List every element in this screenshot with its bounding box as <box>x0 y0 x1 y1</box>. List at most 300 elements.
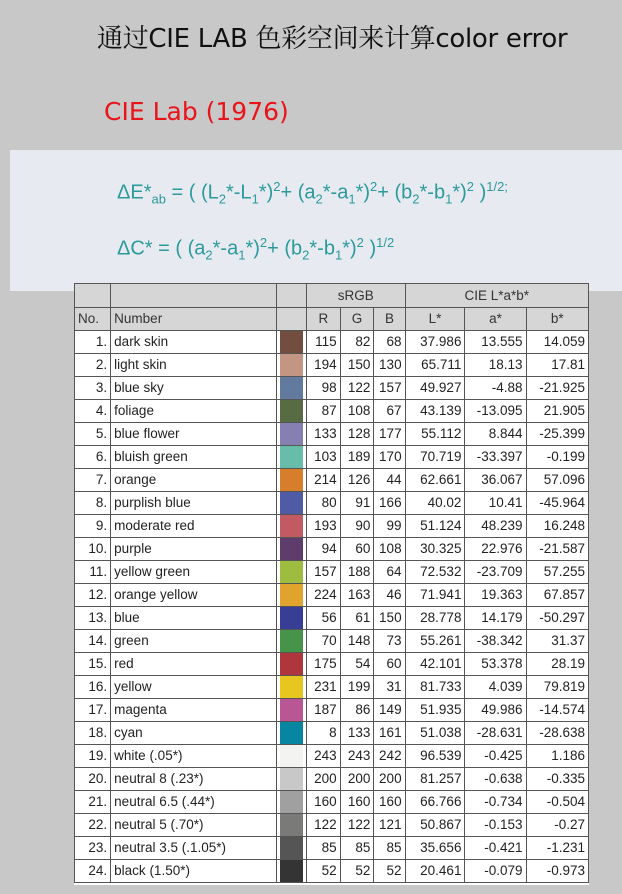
table-row <box>75 377 589 400</box>
lab-l: 42.101 <box>405 653 465 676</box>
row-number: 12. <box>75 584 111 607</box>
fc-t2: *) <box>245 237 260 260</box>
color-swatch <box>280 653 303 675</box>
lab-a: 13.555 <box>465 331 526 354</box>
table-row <box>75 446 589 469</box>
lab-l: 70.719 <box>405 446 465 469</box>
color-name: magenta <box>111 699 277 722</box>
color-swatch-cell <box>277 653 307 676</box>
color-name: purple <box>111 538 277 561</box>
color-swatch <box>280 745 303 767</box>
lab-b: -21.587 <box>526 538 588 561</box>
lab-a: 10.41 <box>465 492 526 515</box>
slide-title: 通过CIE LAB 色彩空间来计算color error <box>97 24 568 54</box>
srgb-g: 148 <box>340 630 374 653</box>
col-header-a: a* <box>465 308 526 331</box>
group-header-blank <box>111 284 277 308</box>
table-row <box>75 791 589 814</box>
fe-s3: 2 <box>315 191 323 207</box>
srgb-g: 54 <box>340 653 374 676</box>
lab-b: 1.186 <box>526 745 588 768</box>
srgb-r: 175 <box>307 653 341 676</box>
color-swatch <box>280 492 303 514</box>
srgb-g: 200 <box>340 768 374 791</box>
color-name: yellow <box>111 676 277 699</box>
color-name: neutral 8 (.23*) <box>111 768 277 791</box>
lab-l: 81.257 <box>405 768 465 791</box>
color-swatch <box>280 469 303 491</box>
fe-t8: *) <box>452 181 467 204</box>
color-name: red <box>111 653 277 676</box>
table-row <box>75 699 589 722</box>
color-name: neutral 6.5 (.44*) <box>111 791 277 814</box>
color-swatch <box>280 676 303 698</box>
color-swatch-cell <box>277 676 307 699</box>
lab-b: 28.19 <box>526 653 588 676</box>
srgb-b: 242 <box>374 745 405 768</box>
srgb-g: 60 <box>340 538 374 561</box>
color-swatch <box>280 630 303 652</box>
fe-eq: = ( (L <box>165 181 219 204</box>
fc-t1: *-a <box>212 237 239 260</box>
srgb-r: 52 <box>307 860 341 883</box>
srgb-g: 199 <box>340 676 374 699</box>
srgb-g: 82 <box>340 331 374 354</box>
color-name: green <box>111 630 277 653</box>
lab-l: 55.112 <box>405 423 465 446</box>
srgb-r: 98 <box>307 377 341 400</box>
lab-b: 79.819 <box>526 676 588 699</box>
srgb-r: 94 <box>307 538 341 561</box>
table-row <box>75 653 589 676</box>
color-swatch-cell <box>277 607 307 630</box>
color-swatch <box>280 400 303 422</box>
table-row <box>75 630 589 653</box>
table-row <box>75 837 589 860</box>
color-name: neutral 3.5 (.1.05*) <box>111 837 277 860</box>
srgb-r: 243 <box>307 745 341 768</box>
fc-p1: 2 <box>259 235 268 250</box>
table-row <box>75 676 589 699</box>
group-header-blank <box>75 284 111 308</box>
color-swatch <box>280 791 303 813</box>
fe-s6: 1 <box>445 191 453 207</box>
srgb-b: 121 <box>374 814 405 837</box>
fc-s2: 1 <box>238 247 246 263</box>
row-number: 4. <box>75 400 111 423</box>
group-header-blank <box>277 284 307 308</box>
fe-p1: 2 <box>273 179 281 194</box>
table-row <box>75 400 589 423</box>
lab-l: 55.261 <box>405 630 465 653</box>
fe-t2: *) <box>258 181 274 204</box>
lab-l: 49.927 <box>405 377 465 400</box>
srgb-r: 70 <box>307 630 341 653</box>
color-swatch-cell <box>277 423 307 446</box>
row-number: 9. <box>75 515 111 538</box>
row-number: 18. <box>75 722 111 745</box>
lab-l: 51.935 <box>405 699 465 722</box>
color-swatch-cell <box>277 768 307 791</box>
row-number: 17. <box>75 699 111 722</box>
color-checker-table <box>74 283 589 883</box>
srgb-r: 56 <box>307 607 341 630</box>
fe-s2: 1 <box>251 191 259 207</box>
lab-b: -21.925 <box>526 377 588 400</box>
color-swatch-cell <box>277 469 307 492</box>
lab-a: -0.734 <box>465 791 526 814</box>
table-row <box>75 561 589 584</box>
fe-s1: 2 <box>218 191 226 207</box>
table-row <box>75 492 589 515</box>
table-row <box>75 860 589 883</box>
row-number: 24. <box>75 860 111 883</box>
srgb-b: 108 <box>374 538 405 561</box>
row-number: 19. <box>75 745 111 768</box>
slide-subtitle: CIE Lab (1976) <box>104 97 289 126</box>
color-name: dark skin <box>111 331 277 354</box>
table-row <box>75 745 589 768</box>
lab-b: 21.905 <box>526 400 588 423</box>
color-name: blue sky <box>111 377 277 400</box>
col-header-swatch <box>277 308 307 331</box>
fc-pre: ΔC* = ( (a <box>117 237 206 260</box>
fe-t3: + (a <box>280 181 316 204</box>
color-swatch <box>280 860 303 882</box>
lab-b: -28.638 <box>526 722 588 745</box>
lab-a: -0.079 <box>465 860 526 883</box>
srgb-g: 122 <box>340 377 374 400</box>
color-swatch-cell <box>277 538 307 561</box>
color-name: moderate red <box>111 515 277 538</box>
color-swatch-cell <box>277 331 307 354</box>
srgb-r: 8 <box>307 722 341 745</box>
srgb-g: 85 <box>340 837 374 860</box>
lab-a: 53.378 <box>465 653 526 676</box>
table-column-header-row <box>75 308 589 331</box>
color-swatch-cell <box>277 492 307 515</box>
fe-s5: 2 <box>412 191 420 207</box>
srgb-r: 115 <box>307 331 341 354</box>
row-number: 20. <box>75 768 111 791</box>
lab-b: -45.964 <box>526 492 588 515</box>
srgb-r: 187 <box>307 699 341 722</box>
col-header-b: B <box>374 308 405 331</box>
srgb-r: 214 <box>307 469 341 492</box>
color-checker-table-container <box>74 283 589 885</box>
lab-a: 22.976 <box>465 538 526 561</box>
color-name: purplish blue <box>111 492 277 515</box>
color-swatch-cell <box>277 377 307 400</box>
table-row <box>75 722 589 745</box>
color-swatch-cell <box>277 561 307 584</box>
color-swatch <box>280 423 303 445</box>
color-swatch-cell <box>277 584 307 607</box>
srgb-r: 193 <box>307 515 341 538</box>
fe-s4: 1 <box>348 191 356 207</box>
fc-t4: *-b <box>309 237 335 260</box>
srgb-b: 99 <box>374 515 405 538</box>
fe-t5: *) <box>355 181 371 204</box>
fc-s3: 2 <box>302 247 310 263</box>
srgb-b: 46 <box>374 584 405 607</box>
lab-a: 48.239 <box>465 515 526 538</box>
srgb-b: 149 <box>374 699 405 722</box>
col-header-bstar: b* <box>526 308 588 331</box>
color-swatch-cell <box>277 837 307 860</box>
fe-t9: ) <box>474 181 487 204</box>
srgb-g: 86 <box>340 699 374 722</box>
col-header-l: L* <box>405 308 465 331</box>
srgb-r: 160 <box>307 791 341 814</box>
lab-b: 31.37 <box>526 630 588 653</box>
row-number: 1. <box>75 331 111 354</box>
srgb-b: 161 <box>374 722 405 745</box>
srgb-b: 150 <box>374 607 405 630</box>
srgb-g: 128 <box>340 423 374 446</box>
lab-a: -0.153 <box>465 814 526 837</box>
color-name: orange yellow <box>111 584 277 607</box>
fc-s1: 2 <box>205 247 213 263</box>
row-number: 6. <box>75 446 111 469</box>
row-number: 10. <box>75 538 111 561</box>
srgb-g: 52 <box>340 860 374 883</box>
srgb-r: 200 <box>307 768 341 791</box>
srgb-g: 133 <box>340 722 374 745</box>
srgb-r: 103 <box>307 446 341 469</box>
table-row <box>75 584 589 607</box>
lab-b: -50.297 <box>526 607 588 630</box>
srgb-g: 108 <box>340 400 374 423</box>
lab-l: 50.867 <box>405 814 465 837</box>
color-swatch-cell <box>277 722 307 745</box>
srgb-r: 194 <box>307 354 341 377</box>
lab-b: -25.399 <box>526 423 588 446</box>
color-swatch-cell <box>277 515 307 538</box>
srgb-g: 61 <box>340 607 374 630</box>
color-swatch <box>280 377 303 399</box>
lab-l: 62.661 <box>405 469 465 492</box>
color-name: cyan <box>111 722 277 745</box>
color-swatch <box>280 446 303 468</box>
lab-a: 8.844 <box>465 423 526 446</box>
srgb-r: 122 <box>307 814 341 837</box>
color-swatch-cell <box>277 791 307 814</box>
srgb-b: 200 <box>374 768 405 791</box>
lab-a: -0.638 <box>465 768 526 791</box>
lab-a: 4.039 <box>465 676 526 699</box>
delta-e-formula <box>117 179 508 207</box>
srgb-b: 67 <box>374 400 405 423</box>
color-swatch <box>280 814 303 836</box>
srgb-b: 52 <box>374 860 405 883</box>
color-name: orange <box>111 469 277 492</box>
lab-a: -13.095 <box>465 400 526 423</box>
fe-p4: 1/2; <box>486 179 508 194</box>
srgb-b: 44 <box>374 469 405 492</box>
color-name: blue flower <box>111 423 277 446</box>
lab-a: 36.067 <box>465 469 526 492</box>
fe-t1: *-L <box>225 181 252 204</box>
lab-b: -14.574 <box>526 699 588 722</box>
table-body <box>75 331 589 883</box>
lab-l: 71.941 <box>405 584 465 607</box>
srgb-g: 243 <box>340 745 374 768</box>
srgb-b: 73 <box>374 630 405 653</box>
lab-a: 49.986 <box>465 699 526 722</box>
row-number: 3. <box>75 377 111 400</box>
fe-t6: + (b <box>377 181 413 204</box>
srgb-b: 85 <box>374 837 405 860</box>
srgb-b: 160 <box>374 791 405 814</box>
col-header-g: G <box>340 308 374 331</box>
fc-p2: 2 <box>356 235 364 250</box>
group-header-cielab: CIE L*a*b* <box>405 284 588 308</box>
row-number: 16. <box>75 676 111 699</box>
srgb-r: 133 <box>307 423 341 446</box>
fc-t6: ) <box>363 237 377 260</box>
formula-box <box>10 150 622 291</box>
color-swatch-cell <box>277 354 307 377</box>
srgb-b: 130 <box>374 354 405 377</box>
color-swatch-cell <box>277 745 307 768</box>
srgb-r: 87 <box>307 400 341 423</box>
lab-l: 40.02 <box>405 492 465 515</box>
srgb-g: 126 <box>340 469 374 492</box>
col-header-no: No. <box>75 308 111 331</box>
lab-l: 35.656 <box>405 837 465 860</box>
delta-c-formula <box>117 235 394 263</box>
lab-b: 57.255 <box>526 561 588 584</box>
color-name: yellow green <box>111 561 277 584</box>
row-number: 5. <box>75 423 111 446</box>
srgb-g: 150 <box>340 354 374 377</box>
row-number: 7. <box>75 469 111 492</box>
table-row <box>75 538 589 561</box>
lab-b: -0.199 <box>526 446 588 469</box>
row-number: 22. <box>75 814 111 837</box>
srgb-g: 188 <box>340 561 374 584</box>
color-swatch <box>280 699 303 721</box>
lab-b: 16.248 <box>526 515 588 538</box>
table-row <box>75 423 589 446</box>
color-swatch-cell <box>277 400 307 423</box>
lab-l: 37.986 <box>405 331 465 354</box>
fe-t7: *-b <box>419 181 446 204</box>
color-swatch-cell <box>277 699 307 722</box>
srgb-b: 166 <box>374 492 405 515</box>
table-row <box>75 768 589 791</box>
color-name: neutral 5 (.70*) <box>111 814 277 837</box>
lab-b: -0.504 <box>526 791 588 814</box>
fe-p3: 2 <box>466 179 475 194</box>
srgb-g: 160 <box>340 791 374 814</box>
color-name: black (1.50*) <box>111 860 277 883</box>
srgb-g: 90 <box>340 515 374 538</box>
lab-l: 20.461 <box>405 860 465 883</box>
lab-l: 72.532 <box>405 561 465 584</box>
lab-b: 57.096 <box>526 469 588 492</box>
fc-t3: + (b <box>267 237 303 260</box>
color-name: foliage <box>111 400 277 423</box>
lab-l: 51.124 <box>405 515 465 538</box>
col-header-r: R <box>307 308 341 331</box>
lab-a: -0.421 <box>465 837 526 860</box>
lab-b: -1.231 <box>526 837 588 860</box>
srgb-r: 85 <box>307 837 341 860</box>
row-number: 8. <box>75 492 111 515</box>
lab-a: 19.363 <box>465 584 526 607</box>
color-swatch <box>280 584 303 606</box>
table-row <box>75 354 589 377</box>
table-row <box>75 331 589 354</box>
color-swatch <box>280 561 303 583</box>
row-number: 23. <box>75 837 111 860</box>
lab-l: 65.711 <box>405 354 465 377</box>
lab-l: 28.778 <box>405 607 465 630</box>
lab-a: 14.179 <box>465 607 526 630</box>
color-swatch <box>280 538 303 560</box>
color-swatch-cell <box>277 446 307 469</box>
color-swatch <box>280 354 303 376</box>
srgb-b: 60 <box>374 653 405 676</box>
srgb-b: 31 <box>374 676 405 699</box>
row-number: 13. <box>75 607 111 630</box>
row-number: 14. <box>75 630 111 653</box>
color-swatch-cell <box>277 814 307 837</box>
lab-a: -33.397 <box>465 446 526 469</box>
srgb-r: 224 <box>307 584 341 607</box>
lab-a: -28.631 <box>465 722 526 745</box>
srgb-r: 80 <box>307 492 341 515</box>
group-header-srgb: sRGB <box>307 284 406 308</box>
srgb-r: 231 <box>307 676 341 699</box>
lab-a: -4.88 <box>465 377 526 400</box>
srgb-g: 91 <box>340 492 374 515</box>
col-header-number: Number <box>111 308 277 331</box>
fe-p2: 2 <box>370 179 378 194</box>
srgb-b: 177 <box>374 423 405 446</box>
srgb-g: 122 <box>340 814 374 837</box>
table-row <box>75 469 589 492</box>
color-swatch-cell <box>277 630 307 653</box>
lab-b: -0.27 <box>526 814 588 837</box>
srgb-g: 163 <box>340 584 374 607</box>
lab-b: 67.857 <box>526 584 588 607</box>
table-row <box>75 607 589 630</box>
fc-t5: *) <box>342 237 357 260</box>
row-number: 11. <box>75 561 111 584</box>
lab-l: 81.733 <box>405 676 465 699</box>
color-swatch <box>280 331 303 353</box>
color-swatch <box>280 607 303 629</box>
row-number: 2. <box>75 354 111 377</box>
srgb-b: 170 <box>374 446 405 469</box>
lab-a: 18.13 <box>465 354 526 377</box>
srgb-b: 157 <box>374 377 405 400</box>
lab-a: -23.709 <box>465 561 526 584</box>
lab-l: 30.325 <box>405 538 465 561</box>
fe-pre-sub: ab <box>151 191 166 207</box>
fc-s4: 1 <box>334 247 343 263</box>
color-name: bluish green <box>111 446 277 469</box>
table-row <box>75 814 589 837</box>
lab-l: 51.038 <box>405 722 465 745</box>
srgb-r: 157 <box>307 561 341 584</box>
lab-b: -0.335 <box>526 768 588 791</box>
color-name: light skin <box>111 354 277 377</box>
color-swatch <box>280 768 303 790</box>
